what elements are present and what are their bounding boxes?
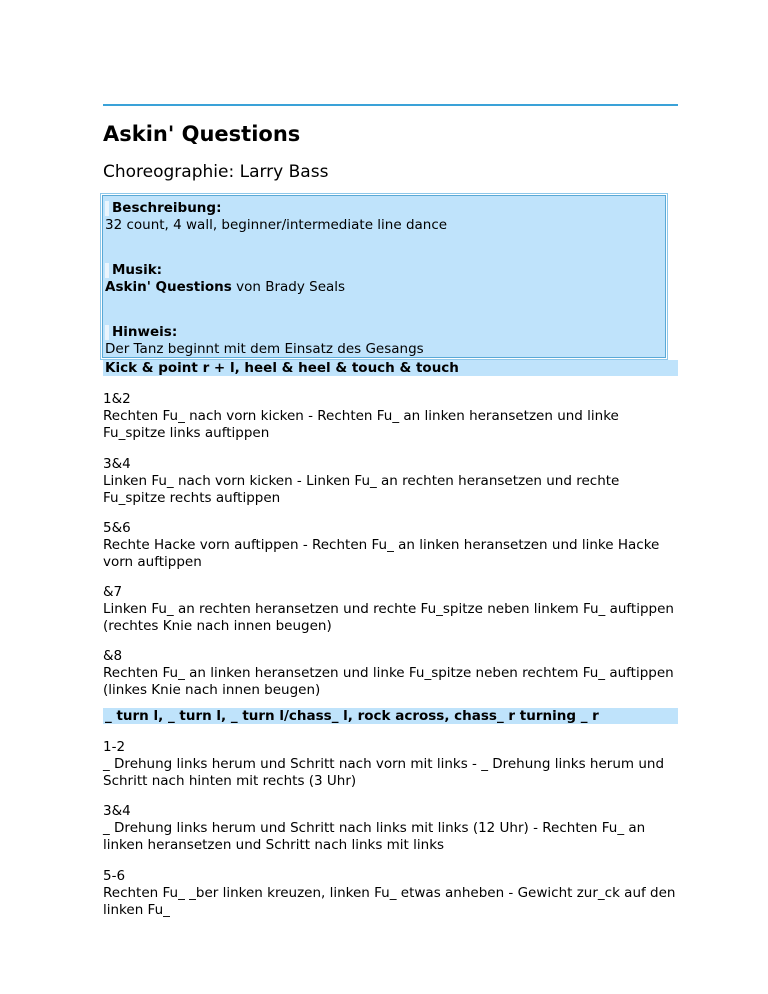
step-3 xyxy=(103,520,678,571)
description-label: Beschreibung: xyxy=(105,201,221,216)
step-text: Rechten Fu_ _ber linken kreuzen, linken Fu_ etwas anheben - Gewicht zur_ck auf den linken Fu_ xyxy=(103,885,676,918)
music-label: Musik: xyxy=(105,263,162,278)
step-1 xyxy=(103,391,678,442)
step-text: Rechten Fu_ an linken heransetzen und linke Fu_spitze neben rechtem Fu_ auftippen (linkes Knie nach innen beugen) xyxy=(103,665,674,698)
step-count: 3&4 xyxy=(103,803,131,819)
step-text: _ Drehung links herum und Schritt nach vorn mit links - _ Drehung links herum und Schritt nach hinten mit rechts (3 Uhr) xyxy=(103,756,665,789)
description-block xyxy=(105,200,447,234)
step-2 xyxy=(103,456,678,507)
step-count: 5-6 xyxy=(103,868,126,884)
music-block xyxy=(105,262,345,296)
step-text: Rechte Hacke vorn auftippen - Rechten Fu_ an linken heransetzen und linke Hacke vorn auftippen xyxy=(103,537,660,570)
step-count: 1&2 xyxy=(103,391,131,407)
page-title: Askin' Questions xyxy=(103,122,301,146)
hint-label: Hinweis: xyxy=(105,325,177,340)
music-song: Askin' Questions xyxy=(105,279,232,295)
step-text: Linken Fu_ an rechten heransetzen und rechte Fu_spitze neben linkem Fu_ auftippen (rechtes Knie nach innen beugen) xyxy=(103,601,674,634)
step-text: Rechten Fu_ nach vorn kicken - Rechten Fu_ an linken heransetzen und linke Fu_spitze links auftippen xyxy=(103,408,619,441)
section-heading-2: _ turn l, _ turn l, _ turn l/chass_ l, rock across, chass_ r turning _ r xyxy=(103,708,678,724)
section-heading-1: Kick & point r + l, heel & heel & touch & touch xyxy=(103,360,678,376)
description-text: 32 count, 4 wall, beginner/intermediate line dance xyxy=(105,217,448,233)
step-count: &8 xyxy=(103,648,123,664)
choreographer: Choreographie: Larry Bass xyxy=(103,162,329,182)
step-count: 5&6 xyxy=(103,520,131,536)
step-count: 3&4 xyxy=(103,456,131,472)
hint-block xyxy=(105,324,424,358)
music-artist: von Brady Seals xyxy=(231,279,346,295)
step-8 xyxy=(103,868,678,919)
top-divider xyxy=(103,104,678,106)
hint-text: Der Tanz beginnt mit dem Einsatz des Gesangs xyxy=(105,341,424,357)
step-text: Linken Fu_ nach vorn kicken - Linken Fu_ an rechten heransetzen und rechte Fu_spitze rechts auftippen xyxy=(103,473,620,506)
step-4 xyxy=(103,584,678,635)
step-5 xyxy=(103,648,678,699)
step-text: _ Drehung links herum und Schritt nach links mit links (12 Uhr) - Rechten Fu_ an linken heransetzen und Schritt nach links mit links xyxy=(103,820,646,853)
step-count: 1-2 xyxy=(103,739,126,755)
info-box xyxy=(102,195,666,358)
step-7 xyxy=(103,803,678,854)
step-6 xyxy=(103,739,678,790)
step-count: &7 xyxy=(103,584,123,600)
